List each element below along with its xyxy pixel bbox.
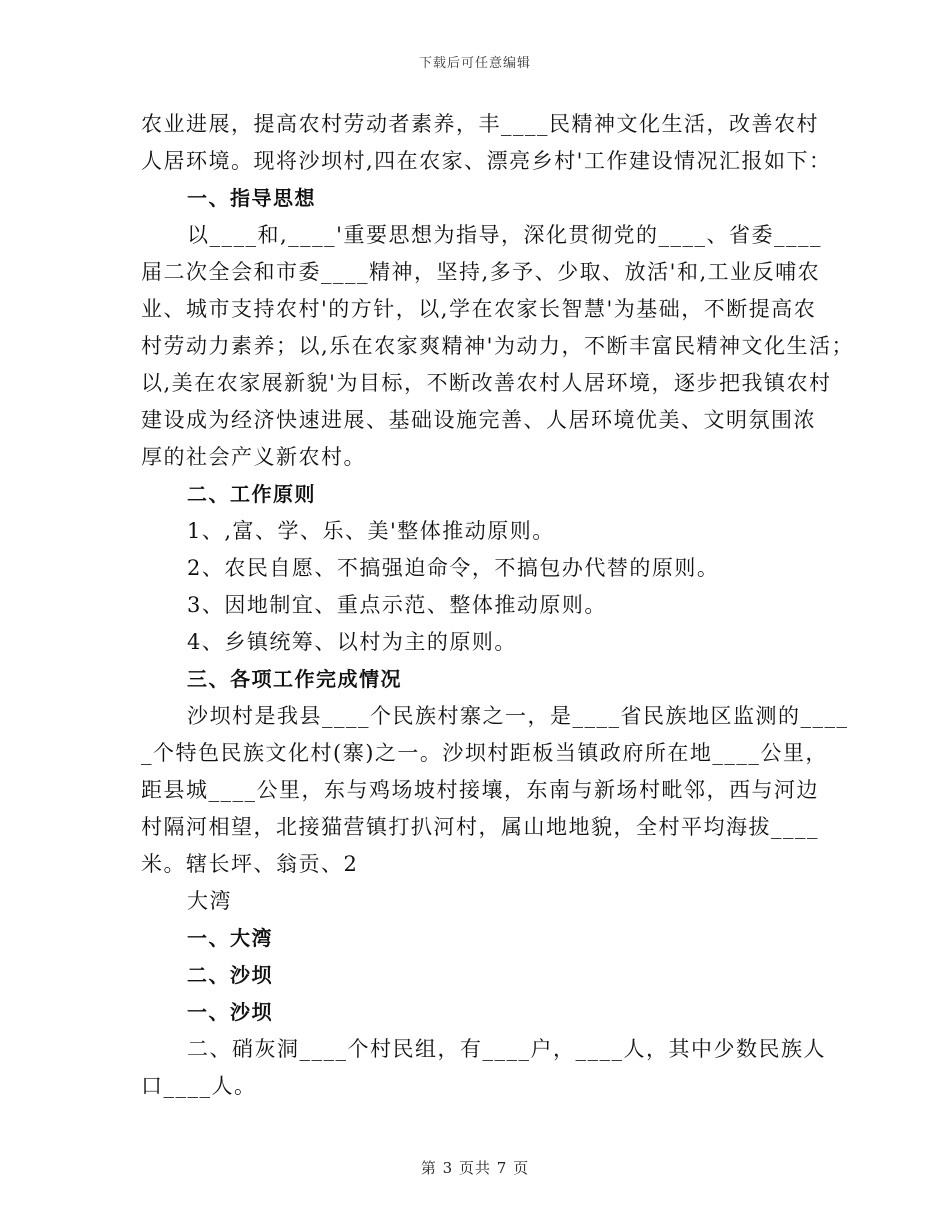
paragraph-line: _个特色民族文化村(寨)之一。沙坝村距板当镇政府所在地____公里， <box>141 741 828 765</box>
paragraph-line: 届二次全会和市委____精神，坚持,多予、少取、放活'和,工业反哺农 <box>141 260 821 284</box>
page-number: 第 3 页共 7 页 <box>420 1159 530 1177</box>
paragraph-line: 4、乡镇统筹、以村为主的原则。 <box>187 630 517 654</box>
paragraph-line: 村劳动力素养；以,乐在农家爽精神'为动力，不断丰富民精神文化生活； <box>141 334 854 358</box>
section-heading: 二、工作原则 <box>187 482 316 506</box>
paragraph-line: 大湾 <box>187 889 232 913</box>
paragraph-line: 2、农民自愿、不搞强迫命令，不搞包办代替的原则。 <box>187 556 720 580</box>
paragraph-line: 村隔河相望，北接猫营镇打扒河村，属山地地貌，全村平均海拔____ <box>141 815 819 839</box>
section-heading: 一、沙坝 <box>187 1000 273 1024</box>
paragraph-line: 米。辖长坪、翁贡、2 <box>141 852 359 876</box>
section-heading: 一、大湾 <box>187 926 273 950</box>
paragraph-line: 人居环境。现将沙坝村,四在农家、漂亮乡村'工作建设情况汇报如下： <box>141 149 832 173</box>
section-heading: 三、各项工作完成情况 <box>187 667 402 691</box>
paragraph-line: 农业进展，提高农村劳动者素养，丰____民精神文化生活，改善农村 <box>141 112 819 136</box>
paragraph-line: 以____和,____'重要思想为指导，深化贯彻党的____、省委____ <box>187 223 822 247</box>
paragraph-line: 建设成为经济快速进展、基础设施完善、人居环境优美、文明氛围浓 <box>141 408 816 432</box>
header-note: 下载后可任意编辑 <box>418 56 531 71</box>
paragraph-line: 3、因地制宜、重点示范、整体推动原则。 <box>187 593 607 617</box>
paragraph-line: 以,美在农家展新貌'为目标，不断改善农村人居环境，逐步把我镇农村 <box>141 371 832 395</box>
section-heading: 一、指导思想 <box>187 186 316 210</box>
paragraph-line: 厚的社会产义新农村。 <box>141 445 366 469</box>
paragraph-line: 口____人。 <box>141 1074 257 1098</box>
paragraph-line: 业、城市支持农村'的方针，以,学在农家长智慧'为基础，不断提高农 <box>141 297 817 321</box>
paragraph-line: 1、,富、学、乐、美'整体推动原则。 <box>187 519 555 543</box>
paragraph-line: 距县城____公里，东与鸡场坡村接壤，东南与新场村毗邻，西与河边 <box>141 778 819 802</box>
paragraph-line: 沙坝村是我县____个民族村寨之一，是____省民族地区监测的____ <box>187 704 849 728</box>
document-body <box>141 106 854 1105</box>
paragraph-line: 二、硝灰洞____个村民组，有____户，____人，其中少数民族人 <box>187 1037 826 1061</box>
section-heading: 二、沙坝 <box>187 963 273 987</box>
